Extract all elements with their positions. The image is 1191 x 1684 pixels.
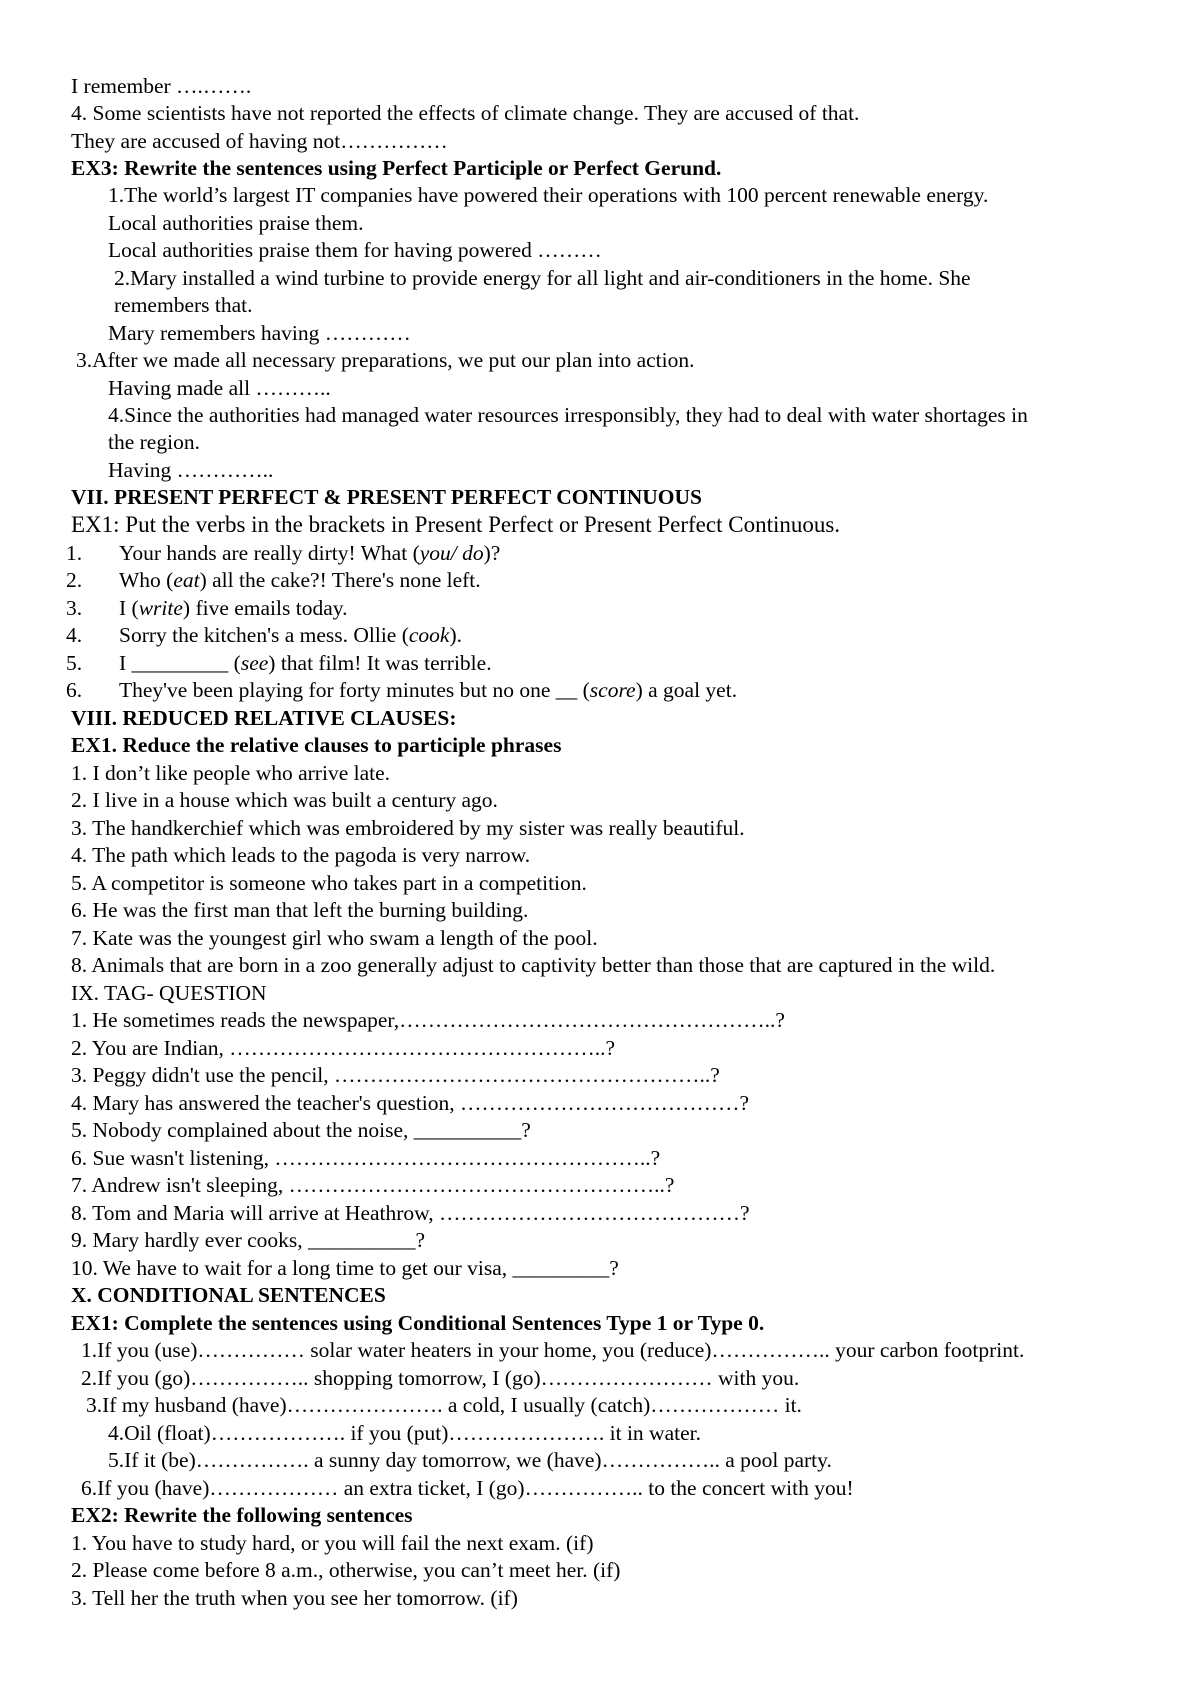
exercise-heading: EX2: Rewrite the following sentences (71, 1503, 413, 1527)
list-item: 6. Sue wasn't listening, ……………………………………………..? (71, 1146, 661, 1170)
exercise-line: 1.The world’s largest IT companies have powered their operations with 100 percent renewable energy. (108, 183, 989, 207)
list-item: 8. Tom and Maria will arrive at Heathrow, ……………………………………? (71, 1201, 750, 1225)
verb-hint: eat (173, 568, 200, 592)
exercise-line: the region. (108, 430, 200, 454)
verb-hint: cook (408, 623, 450, 647)
list-item: 2. You are Indian, ……………………………………………..? (71, 1036, 616, 1060)
item-number: 4. (66, 623, 83, 647)
list-item: 6.If you (have)……………… an extra ticket, I (go)…………….. to the concert with you! (81, 1476, 854, 1500)
item-text: Your hands are really dirty! What ( (119, 541, 420, 565)
exercise-line: Local authorities praise them for having powered ……… (108, 238, 602, 262)
text-line: 4. Some scientists have not reported the effects of climate change. They are accused of that. (71, 101, 860, 125)
exercise-heading: EX3: Rewrite the sentences using Perfect Participle or Perfect Gerund. (71, 156, 722, 180)
item-text: I _________ ( (119, 651, 241, 675)
item-number: 2. (66, 568, 83, 592)
list-item: 5. Nobody complained about the noise, __________? (71, 1118, 531, 1142)
item-text: ) five emails today. (182, 596, 348, 620)
exercise-line: Having ………….. (108, 458, 274, 482)
item-text: ) a goal yet. (635, 678, 738, 702)
verb-hint: see (240, 651, 269, 675)
item-text: )? (483, 541, 501, 565)
item-number: 3. (66, 596, 83, 620)
item-text: ) that film! It was terrible. (268, 651, 492, 675)
section-heading: VIII. REDUCED RELATIVE CLAUSES: (71, 706, 457, 730)
item-number: 5. (66, 651, 83, 675)
item-text: ) all the cake?! There's none left. (199, 568, 481, 592)
verb-hint: score (589, 678, 636, 702)
list-item: 1. I don’t like people who arrive late. (71, 761, 391, 785)
list-item: 5.If it (be)……………. a sunny day tomorrow, we (have)…………….. a pool party. (108, 1448, 832, 1472)
list-item: 5. A competitor is someone who takes part in a competition. (71, 871, 587, 895)
list-item: 6. He was the first man that left the burning building. (71, 898, 529, 922)
list-item: 4. Mary has answered the teacher's question, …………………………………? (71, 1091, 749, 1115)
exercise-line: Having made all ……….. (108, 376, 331, 400)
verb-hint: write (138, 596, 183, 620)
exercise-heading: EX1. Reduce the relative clauses to participle phrases (71, 733, 562, 757)
section-heading: VII. PRESENT PERFECT & PRESENT PERFECT CONTINUOUS (71, 485, 702, 509)
exercise-line: 4.Since the authorities had managed water resources irresponsibly, they had to deal with water shortages in (108, 403, 1028, 427)
list-item: 9. Mary hardly ever cooks, __________? (71, 1228, 426, 1252)
item-text: I ( (119, 596, 139, 620)
exercise-line: Mary remembers having ………… (108, 321, 411, 345)
list-item: 3. Peggy didn't use the pencil, ……………………………………………..? (71, 1063, 720, 1087)
section-heading: X. CONDITIONAL SENTENCES (71, 1283, 386, 1307)
exercise-line: Local authorities praise them. (108, 211, 364, 235)
exercise-heading: EX1: Put the verbs in the brackets in Present Perfect or Present Perfect Continuous. (71, 512, 841, 537)
exercise-line: 3.After we made all necessary preparations, we put our plan into action. (76, 348, 695, 372)
item-text: ). (449, 623, 463, 647)
list-item: 2. Please come before 8 a.m., otherwise, you can’t meet her. (if) (71, 1558, 621, 1582)
list-item: 8. Animals that are born in a zoo generally adjust to captivity better than those that are captured in the wild. (71, 953, 996, 977)
list-item: 3. Tell her the truth when you see her tomorrow. (if) (71, 1586, 518, 1610)
exercise-heading: EX1: Complete the sentences using Conditional Sentences Type 1 or Type 0. (71, 1311, 765, 1335)
section-heading: IX. TAG- QUESTION (71, 981, 267, 1005)
list-item: 7. Andrew isn't sleeping, ……………………………………………..? (71, 1173, 675, 1197)
list-item: 7. Kate was the youngest girl who swam a length of the pool. (71, 926, 598, 950)
list-item: 1. He sometimes reads the newspaper,……………………………………………..? (71, 1008, 785, 1032)
list-item: 4.Oil (float)………………. if you (put)…………………. it in water. (108, 1421, 701, 1445)
list-item: 2. I live in a house which was built a century ago. (71, 788, 498, 812)
item-number: 1. (66, 541, 83, 565)
list-item: 1.If you (use)…………… solar water heaters in your home, you (reduce)…………….. your carbon footprint. (81, 1338, 1025, 1362)
exercise-line: remembers that. (114, 293, 253, 317)
text-line: I remember ….……. (71, 74, 252, 98)
list-item: 10. We have to wait for a long time to get our visa, _________? (71, 1256, 619, 1280)
list-item: 3.If my husband (have)…………………. a cold, I usually (catch)……………… it. (86, 1393, 802, 1417)
list-item: 1. You have to study hard, or you will fail the next exam. (if) (71, 1531, 594, 1555)
item-text: They've been playing for forty minutes but no one __ ( (119, 678, 590, 702)
verb-hint: you/ do (419, 541, 484, 565)
list-item: 4. The path which leads to the pagoda is very narrow. (71, 843, 531, 867)
item-text: Sorry the kitchen's a mess. Ollie ( (119, 623, 409, 647)
text-line: They are accused of having not…………… (71, 129, 448, 153)
list-item: 3. The handkerchief which was embroidered by my sister was really beautiful. (71, 816, 745, 840)
list-item: 2.If you (go)…………….. shopping tomorrow, I (go)…………………… with you. (81, 1366, 800, 1390)
item-text: Who ( (119, 568, 174, 592)
item-number: 6. (66, 678, 83, 702)
exercise-line: 2.Mary installed a wind turbine to provide energy for all light and air-conditioners in the home. She (114, 266, 971, 290)
